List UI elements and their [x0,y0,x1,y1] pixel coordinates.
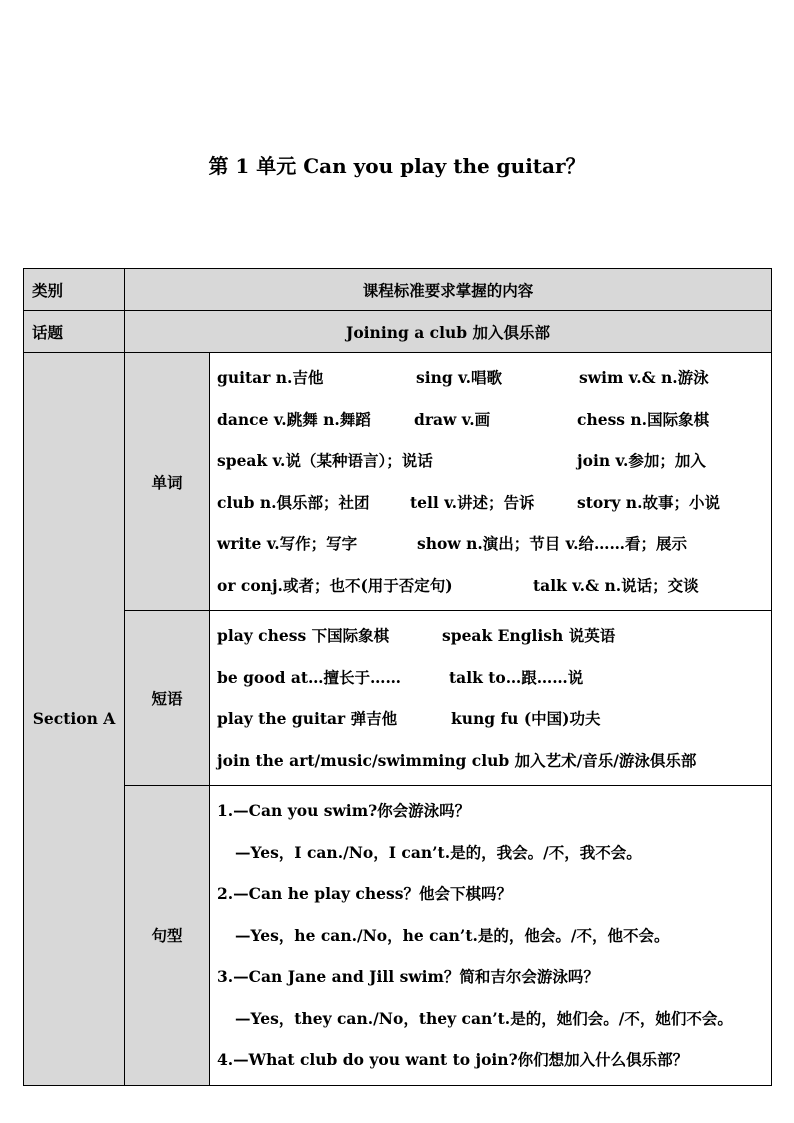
vocab-item: dance v.跳舞 n.舞蹈 [217,409,371,429]
phrase-item: join the art/music/swimming club 加入艺术/音乐/游泳俱乐部 [217,750,697,770]
phrases-label: 短语 [125,611,210,786]
vocabulary-table [23,268,772,1086]
vocab-item: sing v.唱歌 [416,368,502,387]
header-row [24,269,772,311]
vocab-item: show n.演出；节目 v.给……看；展示 [417,534,687,553]
sentence-line: 1.—Can you swim?你会游泳吗？ [217,801,471,820]
vocab-item: talk v.& n.说话；交谈 [533,575,699,595]
section-label: Section A [24,353,125,1086]
vocabulary-row [24,353,772,611]
phrases-list [210,611,772,786]
vocabulary-label: 单词 [125,353,210,611]
sentence-line: 3.—Can Jane and Jill swim？简和吉尔会游泳吗？ [217,967,599,986]
vocab-item: chess n.国际象棋 [577,409,710,429]
vocab-line [217,357,771,399]
sentence-line: 2.—Can he play chess？他会下棋吗？ [217,884,512,903]
vocab-line [217,523,771,565]
phrase-line [217,740,771,782]
sentence-answer: —Yes，they can./No，they can’t.是的，她们会。/不，她们不会。 [235,1008,733,1028]
vocab-item: guitar n.吉他 [217,368,324,387]
sentence-answer: —Yes，he can./No，he can’t.是的，他会。/不，他不会。 [235,925,670,945]
vocab-item: draw v.画 [414,409,491,429]
phrase-line [217,698,771,740]
vocab-line [217,565,771,607]
vocab-line [217,399,771,441]
vocab-item: join v.参加；加入 [577,451,706,470]
vocabulary-list [210,353,772,611]
sentences-row [24,786,772,1086]
vocab-item: speak v.说（某种语言）；说话 [217,451,433,470]
phrase-line [217,657,771,699]
topic-value: Joining a club 加入俱乐部 [125,311,772,353]
sentence-answer: —Yes，I can./No，I can’t.是的，我会。/不，我不会。 [235,842,642,862]
sentences-list [210,786,772,1086]
sentence-line: 4.—What club do you want to join?你们想加入什么俱乐部？ [217,1050,689,1069]
phrase-line [217,615,771,657]
vocab-item: tell v.讲述；告诉 [410,492,535,512]
content-header: 课程标准要求掌握的内容 [125,269,772,311]
vocab-item: club n.俱乐部；社团 [217,492,370,512]
phrases-row [24,611,772,786]
phrase-item: be good at…擅长于…… [217,667,402,687]
category-header: 类别 [24,269,125,311]
vocab-item: swim v.& n.游泳 [579,368,709,387]
phrase-item: speak English 说英语 [442,626,616,645]
sentences-label: 句型 [125,786,210,1086]
phrase-item: talk to…跟……说 [449,667,584,687]
phrase-item: play the guitar 弹吉他 [217,709,398,728]
vocab-item: story n.故事；小说 [577,492,720,512]
page-title: 第 1 单元 Can you play the guitar？ [208,154,586,178]
vocab-item: or conj.或者；也不(用于否定句) [217,575,453,595]
vocab-line [217,440,771,482]
topic-label: 话题 [24,311,125,353]
phrase-item: kung fu (中国)功夫 [451,709,601,728]
topic-row [24,311,772,353]
vocab-line [217,482,771,524]
vocab-item: write v.写作；写字 [217,534,358,553]
phrase-item: play chess 下国际象棋 [217,626,390,645]
